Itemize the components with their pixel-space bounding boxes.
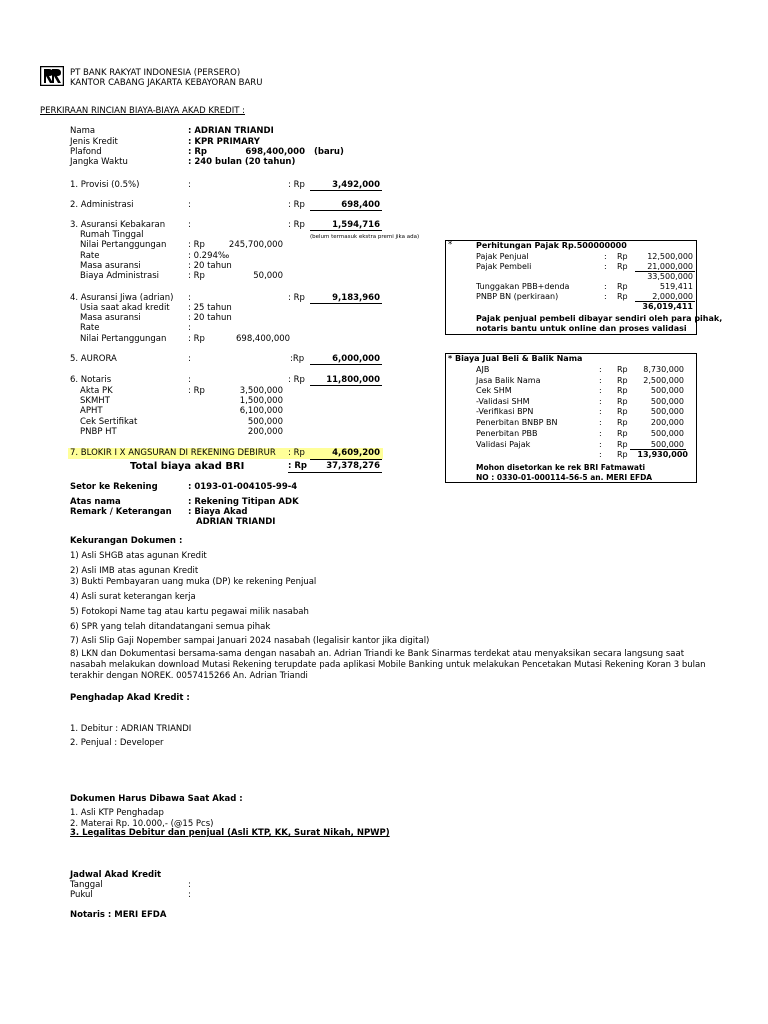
pajak-row-value: 12,500,000 xyxy=(647,252,693,261)
aurora-value: 6,000,000 xyxy=(332,354,380,364)
ajb-row-value: 8,730,000 xyxy=(643,365,684,374)
ajb-row-rp: Rp xyxy=(617,386,628,395)
kebakaran-rate-label: Rate xyxy=(80,251,100,261)
total-rp: : Rp xyxy=(288,461,307,471)
penghadap-item: 2. Penjual : Developer xyxy=(70,738,164,748)
atas-nama-label: Atas nama xyxy=(70,497,121,507)
pajak-row-rp: Rp xyxy=(617,282,628,291)
jiwa-usia-label: Usia saat akad kredit xyxy=(80,303,170,313)
plafond-label: Plafond xyxy=(70,147,102,157)
ajb-row-label: -Validasi SHM xyxy=(476,397,530,406)
plafond-value: 698,400,000 xyxy=(245,147,305,157)
blokir-rp: : Rp xyxy=(288,448,305,458)
ajb-row-value: 500,000 xyxy=(650,440,684,449)
dokumen-item: 1. Asli KTP Penghadap xyxy=(70,808,164,818)
ajb-row-rp: Rp xyxy=(617,365,628,374)
kebakaran-rp: : Rp xyxy=(288,220,305,230)
jiwa-rate-value: : xyxy=(188,323,191,333)
setor-label: Setor ke Rekening xyxy=(70,482,158,492)
pajak-note-2: notaris bantu untuk online dan proses validasi xyxy=(476,324,687,333)
jiwa-nilai-rp: : Rp xyxy=(188,334,205,344)
notaris-name: Notaris : MERI EFDA xyxy=(70,910,167,920)
pajak-row-label: PNBP BN (perkiraan) xyxy=(476,292,559,301)
pukul-colon: : xyxy=(188,890,191,900)
provisi-rp: : Rp xyxy=(288,180,305,190)
administrasi-colon: : xyxy=(188,200,191,210)
notaris-item-label: Akta PK xyxy=(80,386,113,396)
ajb-row-label: -Verifikasi BPN xyxy=(476,407,534,416)
jenis-label: Jenis Kredit xyxy=(70,137,118,147)
ajb-row-value: 500,000 xyxy=(650,397,684,406)
ajb-row-label: Penerbitan BNBP BN xyxy=(476,418,558,427)
notaris-item-label: APHT xyxy=(80,406,103,416)
tanggal-colon: : xyxy=(188,880,191,890)
ajb-row-label: Jasa Balik Nama xyxy=(476,376,541,385)
kebakaran-underline xyxy=(310,230,382,231)
notaris-item-label: Cek Sertifikat xyxy=(80,417,138,427)
kekurangan-item: 5) Fotokopi Name tag atau kartu pegawai milik nasabah xyxy=(70,607,309,617)
pajak-row-rp: Rp xyxy=(617,292,628,301)
ajb-row-value: 500,000 xyxy=(650,407,684,416)
ajb-row-rp: Rp xyxy=(617,376,628,385)
atas-nama-value: : Rekening Titipan ADK xyxy=(188,497,299,507)
pajak-row-value: 2,000,000 xyxy=(652,292,693,301)
jiwa-nilai-value: 698,400,000 xyxy=(236,334,291,344)
kebakaran-masa-label: Masa asuransi xyxy=(80,261,141,271)
dokumen-item: 2. Materai Rp. 10.000,- (@15 Pcs) xyxy=(70,819,214,829)
ajb-row-value: 500,000 xyxy=(650,386,684,395)
penghadap-item: 1. Debitur : ADRIAN TRIANDI xyxy=(70,724,192,734)
jiwa-label: 4. Asuransi Jiwa (adrian) xyxy=(70,293,174,303)
ajb-row-label: Cek SHM xyxy=(476,386,512,395)
kekurangan-item: 3) Bukti Pembayaran uang muka (DP) ke rekening Penjual xyxy=(70,577,317,587)
notaris-underline xyxy=(310,385,382,386)
aurora-label: 5. AURORA xyxy=(70,354,117,364)
kebakaran-nilai-rp: : Rp xyxy=(188,240,205,250)
jiwa-masa-value: : 20 tahun xyxy=(188,313,232,323)
kebakaran-masa-value: : 20 tahun xyxy=(188,261,232,271)
remark-label: Remark / Keterangan xyxy=(70,507,172,517)
administrasi-value: 698,400 xyxy=(341,200,380,210)
ajb-row-value: 200,000 xyxy=(650,418,684,427)
notaris-item-rp: : Rp xyxy=(188,386,205,396)
total-underline xyxy=(288,472,382,473)
provisi-value: 3,492,000 xyxy=(332,180,380,190)
ajb-row-colon: : xyxy=(599,397,602,406)
kebakaran-biaya-value: 50,000 xyxy=(253,271,283,281)
aurora-rp: :Rp xyxy=(290,354,305,364)
ajb-row-rp: Rp xyxy=(617,397,628,406)
total-value: 37,378,276 xyxy=(326,461,380,471)
pajak-row-label: Pajak Penjual xyxy=(476,252,529,261)
kekurangan-title: Kekurangan Dokumen : xyxy=(70,536,183,546)
notaris-value: 11,800,000 xyxy=(326,375,380,385)
notaris-label: 6. Notaris xyxy=(70,375,112,385)
dokumen-item-3: 3. Legalitas Debitur dan penjual (Asli KTP, KK, Surat Nikah, NPWP) xyxy=(70,828,390,838)
setor-value: : 0193-01-004105-99-4 xyxy=(188,482,298,492)
kebakaran-nilai-label: Nilai Pertanggungan xyxy=(80,240,167,250)
pajak-subtotal: 33,500,000 xyxy=(647,272,693,281)
tanggal-label: Tanggal xyxy=(70,880,103,890)
provisi-colon: : xyxy=(188,180,191,190)
provisi-label: 1. Provisi (0.5%) xyxy=(70,180,140,190)
pajak-row-colon: : xyxy=(604,262,607,271)
notaris-item-value: 200,000 xyxy=(247,427,283,437)
administrasi-label: 2. Administrasi xyxy=(70,200,134,210)
pajak-row-colon: : xyxy=(604,252,607,261)
kebakaran-colon: : xyxy=(188,220,191,230)
notaris-colon: : xyxy=(188,375,191,385)
provisi-underline xyxy=(310,190,382,191)
aurora-underline xyxy=(310,364,382,365)
administrasi-underline xyxy=(310,210,382,211)
jiwa-underline xyxy=(310,303,382,304)
notaris-item-label: SKMHT xyxy=(80,396,110,406)
pajak-total: 36,019,411 xyxy=(642,302,693,311)
notaris-rp: : Rp xyxy=(288,375,305,385)
doc-title: PERKIRAAN RINCIAN BIAYA-BIAYA AKAD KREDIT : xyxy=(40,106,245,116)
ajb-note-2: NO : 0330-01-000114-56-5 an. MERI EFDA xyxy=(476,473,653,482)
ajb-row-value: 500,000 xyxy=(650,429,684,438)
ajb-note-1: Mohon disetorkan ke rek BRI Fatmawati xyxy=(476,463,646,472)
pajak-row-colon: : xyxy=(604,292,607,301)
pukul-label: Pukul xyxy=(70,890,93,900)
dokumen-title: Dokumen Harus Dibawa Saat Akad : xyxy=(70,794,243,804)
pajak-star: * xyxy=(448,240,453,250)
jangka-value: : 240 bulan (20 tahun) xyxy=(188,157,296,167)
penghadap-title: Penghadap Akad Kredit : xyxy=(70,693,190,703)
pajak-row-value: 519,411 xyxy=(659,282,693,291)
jenis-value: : KPR PRIMARY xyxy=(188,137,260,147)
kebakaran-nilai-value: 245,700,000 xyxy=(228,240,283,250)
jangka-label: Jangka Waktu xyxy=(70,157,128,167)
jiwa-rate-label: Rate xyxy=(80,323,100,333)
ajb-row-colon: : xyxy=(599,418,602,427)
blokir-label: 7. BLOKIR I X ANGSURAN DI REKENING DEBIRUR xyxy=(70,448,276,458)
jiwa-rp: : Rp xyxy=(288,293,305,303)
jiwa-usia-value: : 25 tahun xyxy=(188,303,232,313)
ajb-row-label: AJB xyxy=(476,365,490,374)
remark-value: : Biaya Akad xyxy=(188,507,248,517)
pajak-row-label: Pajak Pembeli xyxy=(476,262,532,271)
kebakaran-rate-value: : 0.294‰ xyxy=(188,251,230,261)
notaris-item-value: 6,100,000 xyxy=(239,406,283,416)
ajb-row-value: 2,500,000 xyxy=(643,376,684,385)
aurora-colon: : xyxy=(188,354,191,364)
bank-name: PT BANK RAKYAT INDONESIA (PERSERO) xyxy=(70,68,241,78)
administrasi-rp: : Rp xyxy=(288,200,305,210)
remark-value-2: ADRIAN TRIANDI xyxy=(196,517,276,527)
ajb-row-colon: : xyxy=(599,365,602,374)
jiwa-colon: : xyxy=(188,293,191,303)
pajak-row-value: 21,000,000 xyxy=(647,262,693,271)
plafond-rp: : Rp xyxy=(188,147,207,157)
pajak-title: Perhitungan Pajak Rp.500000000 xyxy=(476,241,627,250)
jiwa-value: 9,183,960 xyxy=(332,293,380,303)
kekurangan-item: 1) Asli SHGB atas agunan Kredit xyxy=(70,551,207,561)
ajb-row-rp: Rp xyxy=(617,407,628,416)
pajak-row-rp: Rp xyxy=(617,252,628,261)
notaris-item-value: 1,500,000 xyxy=(239,396,283,406)
plafond-note: (baru) xyxy=(314,147,344,157)
kekurangan-item: 2) Asli IMB atas agunan Kredit xyxy=(70,566,199,576)
kebakaran-value: 1,594,716 xyxy=(332,220,380,230)
ajb-row-rp: Rp xyxy=(617,418,628,427)
jadwal-title: Jadwal Akad Kredit xyxy=(70,870,162,880)
pajak-row-label: Tunggakan PBB+denda xyxy=(476,282,570,291)
nama-value: : ADRIAN TRIANDI xyxy=(188,126,274,136)
jiwa-masa-label: Masa asuransi xyxy=(80,313,141,323)
ajb-total-rp: Rp xyxy=(617,450,628,459)
nama-label: Nama xyxy=(70,126,96,136)
pajak-row-colon: : xyxy=(604,282,607,291)
notaris-item-value: 3,500,000 xyxy=(239,386,283,396)
ajb-row-label: Validasi Pajak xyxy=(476,440,531,449)
pajak-row-rp: Rp xyxy=(617,262,628,271)
kekurangan-item-8: 8) LKN dan Dokumentasi bersama-sama dengan nasabah an. Adrian Triandi ke Bank Sinarmas terdekat atau menyaksikan secara langsung saat nasabah melakukan download Mutasi Rekening terupdate pada aplikasi Mobile Banking untuk melakukan Pencetakan Mutasi Rekening Koran 3 bulan terakhir dengan NOREK. 0057415266 An. Adrian Triandi xyxy=(70,649,706,681)
ajb-total-colon: : xyxy=(599,450,602,459)
branch-name: KANTOR CABANG JAKARTA KEBAYORAN BARU xyxy=(70,78,263,88)
jiwa-nilai-label: Nilai Pertanggungan xyxy=(80,334,167,344)
kekurangan-item: 7) Asli Slip Gaji Nopember sampai Januari 2024 nasabah (legalisir kantor jika digital) xyxy=(70,636,430,646)
ajb-row-colon: : xyxy=(599,429,602,438)
ajb-row-colon: : xyxy=(599,407,602,416)
ajb-total: 13,930,000 xyxy=(637,450,688,459)
total-label: Total biaya akad BRI xyxy=(130,461,245,472)
notaris-item-label: PNBP HT xyxy=(80,427,117,437)
kebakaran-note: (belum termasuk ekstra premi jika ada) xyxy=(310,234,420,240)
ajb-title: * Biaya Jual Beli & Balik Nama xyxy=(448,354,583,363)
kebakaran-sub: Rumah Tinggal xyxy=(80,230,144,240)
bri-logo-icon xyxy=(40,66,64,86)
kebakaran-biaya-label: Biaya Administrasi xyxy=(80,271,160,281)
blokir-underline xyxy=(310,459,382,460)
ajb-row-colon: : xyxy=(599,386,602,395)
kekurangan-item: 4) Asli surat keterangan kerja xyxy=(70,592,196,602)
blokir-value: 4,609,200 xyxy=(332,448,380,458)
kebakaran-biaya-rp: : Rp xyxy=(188,271,205,281)
ajb-row-rp: Rp xyxy=(617,440,628,449)
pajak-note-1: Pajak penjual pembeli dibayar sendiri oleh para pihak, xyxy=(476,314,723,323)
kekurangan-item: 6) SPR yang telah ditandatangani semua pihak xyxy=(70,622,271,632)
ajb-row-label: Penerbitan PBB xyxy=(476,429,538,438)
notaris-item-value: 500,000 xyxy=(247,417,283,427)
ajb-row-rp: Rp xyxy=(617,429,628,438)
ajb-row-colon: : xyxy=(599,440,602,449)
kebakaran-label: 3. Asuransi Kebakaran xyxy=(70,220,166,230)
ajb-row-colon: : xyxy=(599,376,602,385)
